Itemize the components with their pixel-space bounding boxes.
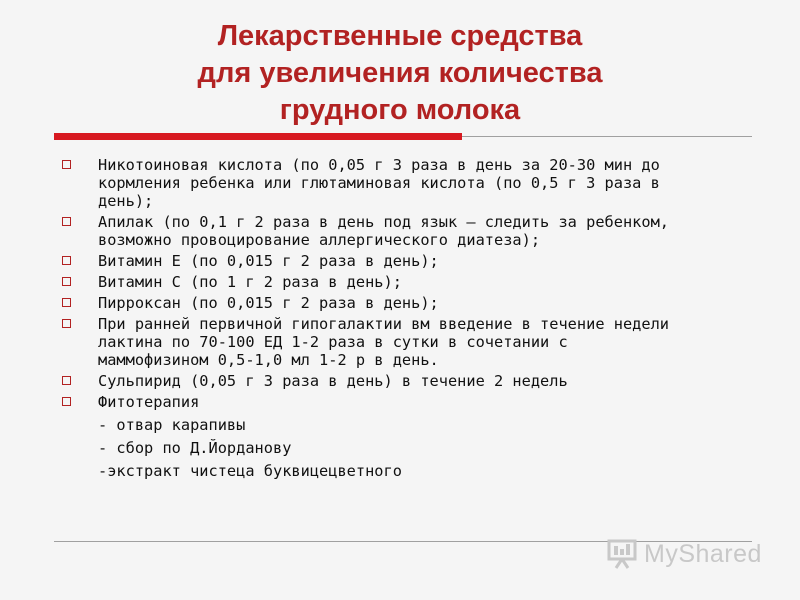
title-underline-rule [462, 136, 752, 137]
list-item [62, 213, 762, 249]
list-item-line: Сульпирид (0,05 г 3 раза в день) в течение 2 недель [98, 372, 568, 390]
bullet-list [62, 156, 762, 483]
title-line-1: Лекарственные средства [217, 20, 583, 52]
list-item [62, 294, 762, 312]
square-bullet-icon [62, 397, 71, 406]
list-item [62, 315, 762, 369]
list-item-line: При ранней первичной гипогалактии вм введение в течение недели [98, 315, 669, 333]
list-item-line: день); [98, 192, 154, 210]
sub-list-item: - отвар карапивы [98, 416, 246, 434]
list-item [62, 252, 762, 270]
list-item [62, 372, 762, 390]
list-item [62, 273, 762, 291]
title-line-3: грудного молока [279, 94, 521, 126]
list-item-line: возможно провоцирование аллергического диатеза); [98, 231, 541, 249]
list-item-line: Витамин Е (по 0,015 г 2 раза в день); [98, 252, 439, 270]
slide-title [0, 18, 800, 129]
list-item-line: Витамин С (по 1 г 2 раза в день); [98, 273, 402, 291]
sub-list-item: - сбор по Д.Йорданову [98, 439, 292, 457]
sub-list-item: -экстракт чистеца буквицецветного [98, 462, 402, 480]
list-item-line: Никотоиновая кислота (по 0,05 г 3 раза в день за 20-30 мин до [98, 156, 660, 174]
presentation-board-icon [606, 538, 640, 570]
list-item [62, 156, 762, 210]
watermark-text: MyShared [644, 540, 762, 568]
list-item-line: маммофизином 0,5-1,0 мл 1-2 р в день. [98, 351, 439, 369]
list-item-line: лактина по 70-100 ЕД 1-2 раза в сутки в сочетании с [98, 333, 568, 351]
list-item-line: Апилак (по 0,1 г 2 раза в день под язык – следить за ребенком, [98, 213, 669, 231]
square-bullet-icon [62, 319, 71, 328]
square-bullet-icon [62, 160, 71, 169]
square-bullet-icon [62, 217, 71, 226]
square-bullet-icon [62, 376, 71, 385]
list-item [62, 393, 762, 411]
square-bullet-icon [62, 256, 71, 265]
square-bullet-icon [62, 298, 71, 307]
list-item-line: кормления ребенка или глютаминовая кислота (по 0,5 г 3 раза в [98, 174, 660, 192]
square-bullet-icon [62, 277, 71, 286]
list-item-line: Фитотерапия [98, 393, 200, 411]
title-underline-accent [54, 133, 462, 140]
title-line-2: для увеличения количества [197, 57, 603, 89]
list-item-line: Пирроксан (по 0,015 г 2 раза в день); [98, 294, 439, 312]
watermark [606, 536, 766, 572]
